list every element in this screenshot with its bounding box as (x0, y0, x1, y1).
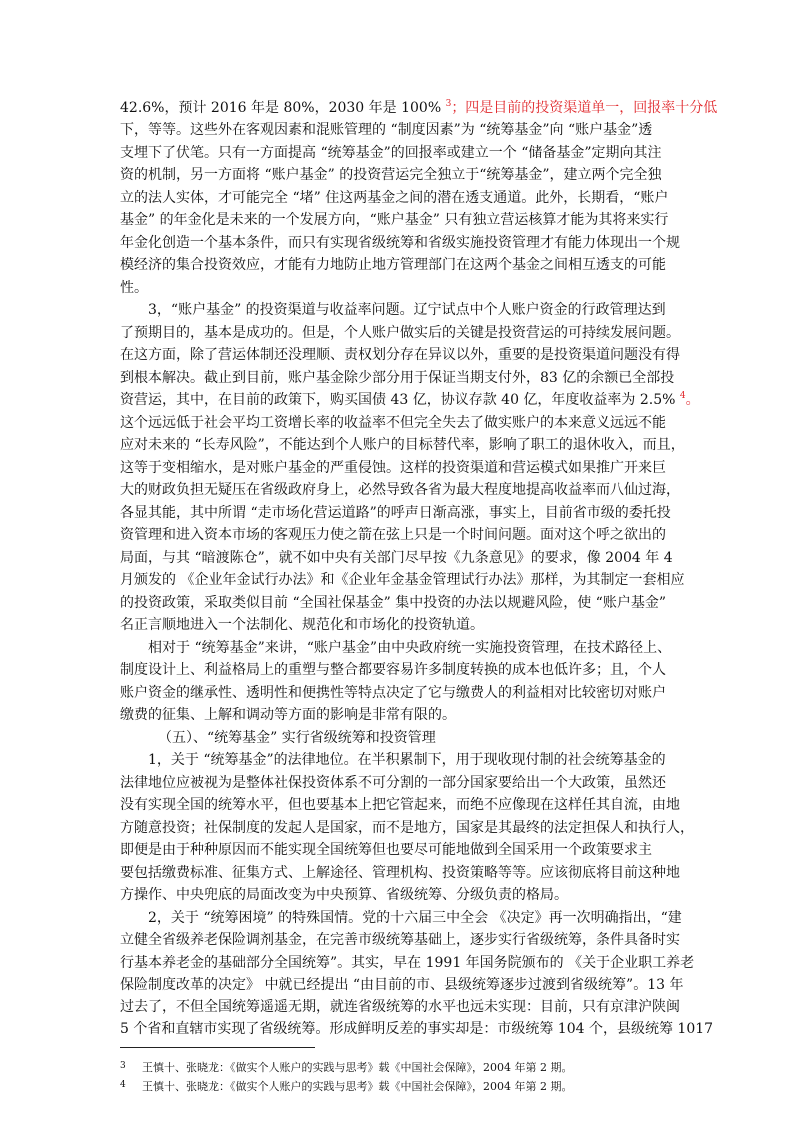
footnote-ref-4[interactable]: 4 (679, 391, 686, 401)
body-text: 42.6%，预计 2016 年是 80%，2030 年是 100% (120, 100, 442, 116)
body-line: 账户资金的继承性、透明性和便携性等特点决定了它与缴费人的利益相对比较密切对账户 (120, 685, 666, 701)
body-line: 方随意投资；社保制度的发起人是国家，而不是地方，国家是其最终的法定担保人和执行人， (120, 820, 694, 836)
body-line: 这等于变相缩水，是对账户基金的严重侵蚀。这样的投资渠道和营运模式如果推广开来巨 (120, 460, 666, 476)
body-line: 到根本解决。截止到目前，账户基金除少部分用于保证当期支付外，83 亿的余额已全部投 (120, 370, 675, 386)
body-line: 在这方面，除了营运体制还没理顺、责权划分存在异议以外，重要的是投资渠道问题没有得 (120, 347, 680, 363)
body-line: 方操作、中央兜底的局面改变为中央预算、省级统筹、分级负责的格局。 (120, 887, 568, 903)
paragraph-start: 1，关于 “统筹基金”的法律地位。在半积累制下，用于现收现付制的社会统筹基金的 (148, 752, 666, 768)
body-text: 资营运，其中，在目前的政策下，购买国债 43 亿，协议存款 40 亿，年度收益率为 2.5% (120, 392, 676, 408)
body-text: ；四是目前的投资渠道单一，回报率十分低 (451, 100, 718, 116)
body-line: 下，等等。这些外在客观因素和混账管理的 “制度因素”为 “统筹基金”向 “账户基金”透 (120, 122, 653, 138)
body-line: 应对未来的 “长寿风险”，不能达到个人账户的目标替代率，影响了职工的退休收入，而且， (120, 437, 685, 453)
body-line: 这个远远低于社会平均工资增长率的收益率不但完全失去了做实账户的本来意义远远不能 (120, 415, 666, 431)
body-line: 支埋下了伏笔。只有一方面提高 “统筹基金”的回报率或建立一个 “储备基金”定期向其注 (120, 145, 662, 161)
body-line: 缴费的征集、上解和调动等方面的影响是非常有限的。 (120, 707, 456, 723)
paragraph-start: 2，关于 “统筹困境” 的特殊国情。党的十六届三中全会 《决定》再一次明确指出，“建 (148, 910, 682, 926)
body-line: 名正言顺地进入一个法制化、规范化和市场化的投资轨道。 (120, 617, 484, 633)
body-text: 。 (685, 392, 700, 408)
body-line (120, 99, 718, 116)
body-line: 的投资政策，采取类似目前 “全国社保基金” 集中投资的办法以规避风险，使 “账户基金” (120, 595, 666, 611)
footnote-text: 王慎十、张晓龙：《做实个人账户的实践与思考》载《中国社会保障》，2004 年第 2 期。 (142, 1061, 573, 1074)
footnote-text: 王慎十、张晓龙：《做实个人账户的实践与思考》载《中国社会保障》，2004 年第 2 期。 (142, 1080, 573, 1093)
body-line: 即便是由于种种原因而不能实现全国统筹但也要尽可能地做到全国采用一个政策要求主 (120, 842, 652, 858)
body-line: 各显其能，其中所谓 “走市场化营运道路”的呼声日渐高涨，事实上，目前省市级的委托投 (120, 505, 671, 521)
footnote-3 (120, 1061, 678, 1074)
footnote-ref-3[interactable]: 3 (445, 99, 452, 109)
body-line: 资管理和进入资本市场的客观压力使之箭在弦上只是一个时间问题。面对这个呼之欲出的 (120, 527, 666, 543)
paragraph-start: 相对于 “统筹基金”来讲，“账户基金”由中央政府统一实施投资管理，在技术路径上、 (148, 640, 672, 656)
body-line: 立的法人实体，才可能完全 “堵” 住这两基金之间的潜在透支通道。此外，长期看，“账户 (120, 190, 669, 206)
section-heading: （五）、“统筹基金” 实行省级统筹和投资管理 (158, 730, 436, 746)
footnote-number: 4 (120, 1080, 126, 1090)
body-line: 5 个省和直辖市实现了省级统筹。形成鲜明反差的事实却是：市级统筹 104 个，县级统筹 1017 (120, 1021, 714, 1037)
body-line: 保险制度改革的决定》 中就已经提出 “由目前的市、县级统筹逐步过渡到省级统筹”。13 年 (120, 977, 684, 993)
body-line: 法律地位应被视为是整体社保投资体系不可分割的一部分国家要给出一个大政策，虽然还 (120, 775, 666, 791)
body-line: 模经济的集合投资效应，才能有力地防止地方管理部门在这两个基金之间相互透支的可能 (120, 257, 666, 273)
body-line: 立健全省级养老保险调剂基金，在完善市级统筹基础上，逐步实行省级统筹，条件具备时实 (120, 932, 680, 948)
body-line (120, 391, 700, 408)
body-line: 性。 (120, 280, 148, 296)
body-line: 要包括缴费标准、征集方式、上解途径、管理机构、投资策略等等。应该彻底将目前这种地 (120, 865, 680, 881)
body-line: 年金化创造一个基本条件，而只有实现省级统筹和省级实施投资管理才有能力体现出一个规 (120, 235, 680, 251)
body-line: 资的机制，另一方面将 “账户基金” 的投资营运完全独立于“统筹基金”，建立两个完全独 (120, 167, 662, 183)
body-line: 月颁发的 《企业年金试行办法》和《企业年金基金管理试行办法》那样，为其制定一套相应 (120, 572, 685, 588)
body-line: 没有实现全国的统筹水平，但也要基本上把它管起来，而绝不应像现在这样任其自流，由地 (120, 797, 680, 813)
body-line: 局面，与其 “暗渡陈仓”，就不如中央有关部门尽早按《九条意见》的要求，像 2004 年 4 (120, 550, 673, 566)
footnote-4 (120, 1080, 678, 1093)
footnote-divider (120, 1047, 315, 1048)
body-line: 行基本养老金的基础部分全国统筹”。其实，早在 1991 年国务院颁布的 《关于企业职工养老 (120, 955, 695, 971)
body-line: 制度设计上、利益格局上的重塑与整合都要容易许多制度转换的成本也低许多；且，个人 (120, 662, 666, 678)
footnote-number: 3 (120, 1061, 126, 1071)
body-line: 基金” 的年金化是未来的一个发展方向，“账户基金” 只有独立营运核算才能为其将来实行 (120, 212, 669, 228)
body-line: 了预期目的，基本是成功的。但是，个人账户做实后的关键是投资营运的可持续发展问题。 (120, 325, 680, 341)
body-line: 大的财政负担无疑压在省级政府身上，必然导致各省为最大程度地提高收益率而八仙过海， (120, 482, 680, 498)
body-line: 过去了，不但全国统筹遥遥无期，就连省级统筹的水平也远未实现：目前，只有京津沪陕闽 (120, 999, 680, 1015)
paragraph-start: 3，“账户基金” 的投资渠道与收益率问题。辽宁试点中个人账户资金的行政管理达到 (148, 302, 666, 318)
